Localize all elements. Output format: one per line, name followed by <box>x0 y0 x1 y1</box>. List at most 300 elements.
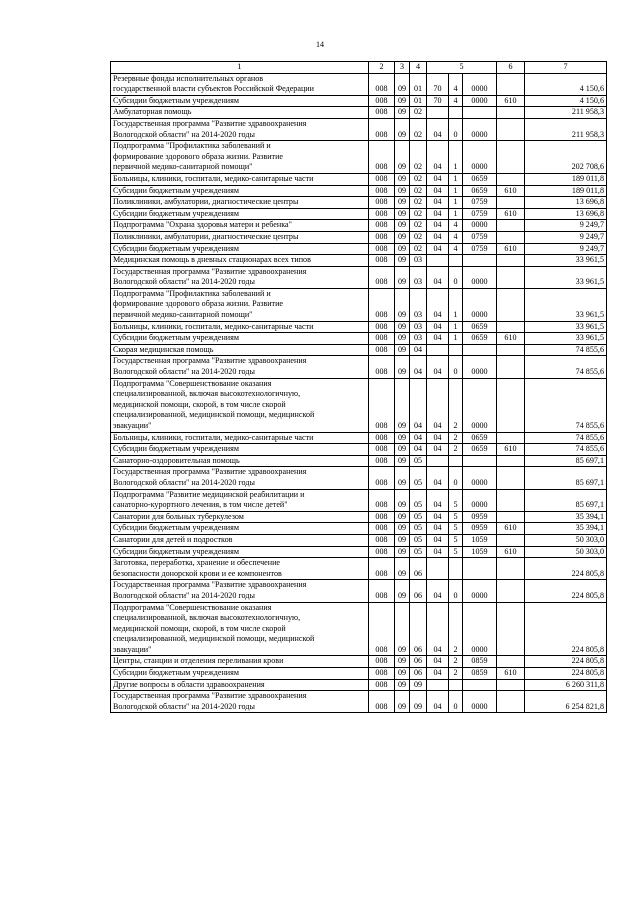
row-expense-type <box>497 255 525 267</box>
row-ministry-code: 008 <box>369 580 395 602</box>
row-amount: 74 855,6 <box>525 344 607 356</box>
row-target-program <box>427 455 449 467</box>
row-name: Субсидии бюджетным учреждениям <box>111 208 369 220</box>
row-expense-type <box>497 73 525 95</box>
row-target-direction: 0000 <box>463 378 497 432</box>
row-amount: 35 394,1 <box>525 511 607 523</box>
row-section-code: 09 <box>395 107 410 119</box>
header-col-2: 2 <box>369 62 395 74</box>
row-expense-type: 610 <box>497 546 525 558</box>
row-section-code: 09 <box>395 197 410 209</box>
row-target-subprogram: 5 <box>449 489 463 511</box>
row-expense-type <box>497 467 525 489</box>
row-name: Центры, станции и отделения переливания крови <box>111 656 369 668</box>
row-section-code: 09 <box>395 185 410 197</box>
row-target-program: 04 <box>427 602 449 656</box>
table-row <box>111 107 607 119</box>
table-row <box>111 679 607 691</box>
table-row <box>111 378 607 432</box>
row-name: Государственная программа "Развитие здравоохранения Вологодской области" на 2014-2020 годы <box>111 118 369 140</box>
row-name: Субсидии бюджетным учреждениям <box>111 444 369 456</box>
row-ministry-code: 008 <box>369 344 395 356</box>
row-target-subprogram: 1 <box>449 173 463 185</box>
row-amount: 224 805,8 <box>525 558 607 580</box>
row-target-subprogram: 4 <box>449 243 463 255</box>
row-ministry-code: 008 <box>369 455 395 467</box>
row-name: Субсидии бюджетным учреждениям <box>111 185 369 197</box>
row-target-direction: 0000 <box>463 580 497 602</box>
row-ministry-code: 008 <box>369 197 395 209</box>
table-row <box>111 288 607 321</box>
row-target-program: 04 <box>427 489 449 511</box>
row-target-direction: 0000 <box>463 266 497 288</box>
row-target-program: 04 <box>427 691 449 713</box>
row-subsection-code: 02 <box>410 107 427 119</box>
row-target-program: 04 <box>427 580 449 602</box>
row-section-code: 09 <box>395 668 410 680</box>
row-target-program <box>427 107 449 119</box>
row-target-subprogram <box>449 558 463 580</box>
row-target-program: 04 <box>427 231 449 243</box>
row-subsection-code: 02 <box>410 185 427 197</box>
row-ministry-code: 008 <box>369 534 395 546</box>
row-section-code: 09 <box>395 679 410 691</box>
row-section-code: 09 <box>395 444 410 456</box>
row-amount: 85 697,1 <box>525 455 607 467</box>
table-row <box>111 95 607 107</box>
row-expense-type <box>497 455 525 467</box>
table-row <box>111 118 607 140</box>
table-row <box>111 197 607 209</box>
table-row <box>111 580 607 602</box>
row-target-subprogram: 5 <box>449 511 463 523</box>
row-name: Санатории для детей и подростков <box>111 534 369 546</box>
row-subsection-code: 02 <box>410 118 427 140</box>
row-target-subprogram: 1 <box>449 197 463 209</box>
table-row <box>111 344 607 356</box>
row-section-code: 09 <box>395 141 410 174</box>
row-name: Государственная программа "Развитие здравоохранения Вологодской области" на 2014-2020 годы <box>111 266 369 288</box>
row-ministry-code: 008 <box>369 467 395 489</box>
table-row <box>111 444 607 456</box>
row-expense-type <box>497 489 525 511</box>
row-amount: 74 855,6 <box>525 432 607 444</box>
row-subsection-code: 03 <box>410 266 427 288</box>
row-section-code: 09 <box>395 489 410 511</box>
row-amount: 211 958,3 <box>525 107 607 119</box>
table-row <box>111 333 607 345</box>
row-name: Субсидии бюджетным учреждениям <box>111 523 369 535</box>
row-expense-type <box>497 288 525 321</box>
row-ministry-code: 008 <box>369 243 395 255</box>
row-amount: 33 961,5 <box>525 266 607 288</box>
row-target-direction: 0659 <box>463 444 497 456</box>
row-subsection-code: 09 <box>410 679 427 691</box>
row-amount: 9 249,7 <box>525 231 607 243</box>
row-section-code: 09 <box>395 378 410 432</box>
row-name: Государственная программа "Развитие здравоохранения Вологодской области" на 2014-2020 годы <box>111 467 369 489</box>
row-target-program <box>427 255 449 267</box>
row-ministry-code: 008 <box>369 356 395 378</box>
row-subsection-code: 09 <box>410 691 427 713</box>
row-target-subprogram <box>449 455 463 467</box>
row-name: Амбулаторная помощь <box>111 107 369 119</box>
row-section-code: 09 <box>395 558 410 580</box>
row-section-code: 09 <box>395 523 410 535</box>
row-target-direction: 0659 <box>463 321 497 333</box>
row-target-subprogram: 4 <box>449 95 463 107</box>
header-col-3: 3 <box>395 62 410 74</box>
row-expense-type: 610 <box>497 95 525 107</box>
row-section-code: 09 <box>395 344 410 356</box>
row-subsection-code: 05 <box>410 511 427 523</box>
row-target-subprogram: 1 <box>449 185 463 197</box>
row-subsection-code: 02 <box>410 173 427 185</box>
row-target-direction: 0959 <box>463 511 497 523</box>
row-section-code: 09 <box>395 602 410 656</box>
row-target-direction: 0000 <box>463 489 497 511</box>
row-target-direction <box>463 344 497 356</box>
row-amount: 9 249,7 <box>525 243 607 255</box>
row-amount: 33 961,5 <box>525 333 607 345</box>
row-name: Субсидии бюджетным учреждениям <box>111 668 369 680</box>
row-target-direction <box>463 679 497 691</box>
row-target-direction: 0000 <box>463 467 497 489</box>
row-name: Больницы, клиники, госпитали, медико-санитарные части <box>111 173 369 185</box>
row-section-code: 09 <box>395 266 410 288</box>
row-target-direction: 0959 <box>463 523 497 535</box>
table-header-row <box>111 62 607 74</box>
row-target-direction: 0759 <box>463 208 497 220</box>
row-target-direction: 0000 <box>463 602 497 656</box>
row-ministry-code: 008 <box>369 141 395 174</box>
row-amount: 74 855,6 <box>525 356 607 378</box>
row-expense-type: 610 <box>497 185 525 197</box>
table-row <box>111 455 607 467</box>
row-target-direction: 0659 <box>463 185 497 197</box>
row-section-code: 09 <box>395 220 410 232</box>
row-section-code: 09 <box>395 534 410 546</box>
row-ministry-code: 008 <box>369 173 395 185</box>
row-target-subprogram: 5 <box>449 523 463 535</box>
row-target-direction: 0859 <box>463 668 497 680</box>
table-row <box>111 231 607 243</box>
row-amount: 13 696,8 <box>525 208 607 220</box>
row-ministry-code: 008 <box>369 432 395 444</box>
row-target-subprogram: 4 <box>449 73 463 95</box>
row-target-subprogram: 4 <box>449 220 463 232</box>
row-subsection-code: 01 <box>410 95 427 107</box>
row-name: Заготовка, переработка, хранение и обеспечение безопасности донорской крови и ее компонентов <box>111 558 369 580</box>
row-expense-type: 610 <box>497 208 525 220</box>
table-row <box>111 523 607 535</box>
row-subsection-code: 03 <box>410 333 427 345</box>
row-target-program: 04 <box>427 173 449 185</box>
row-subsection-code: 06 <box>410 668 427 680</box>
row-target-program: 04 <box>427 185 449 197</box>
row-target-program: 04 <box>427 523 449 535</box>
row-target-direction: 0859 <box>463 656 497 668</box>
table-row <box>111 73 607 95</box>
row-target-subprogram <box>449 344 463 356</box>
row-target-direction: 1059 <box>463 534 497 546</box>
row-amount: 4 150,6 <box>525 95 607 107</box>
row-expense-type <box>497 107 525 119</box>
row-target-program: 04 <box>427 432 449 444</box>
row-subsection-code: 06 <box>410 602 427 656</box>
row-amount: 202 708,6 <box>525 141 607 174</box>
row-expense-type <box>497 432 525 444</box>
row-target-direction: 0000 <box>463 691 497 713</box>
row-amount: 13 696,8 <box>525 197 607 209</box>
row-target-subprogram <box>449 255 463 267</box>
row-name: Субсидии бюджетным учреждениям <box>111 546 369 558</box>
row-expense-type: 610 <box>497 444 525 456</box>
row-subsection-code: 05 <box>410 489 427 511</box>
row-target-program: 04 <box>427 467 449 489</box>
header-col-6: 6 <box>497 62 525 74</box>
row-target-program: 70 <box>427 95 449 107</box>
row-ministry-code: 008 <box>369 602 395 656</box>
row-name: Резервные фонды исполнительных органов государственной власти субъектов Российской Федерации <box>111 73 369 95</box>
table-row <box>111 141 607 174</box>
row-subsection-code: 04 <box>410 378 427 432</box>
row-ministry-code: 008 <box>369 668 395 680</box>
row-target-subprogram: 2 <box>449 432 463 444</box>
row-ministry-code: 008 <box>369 679 395 691</box>
table-row <box>111 432 607 444</box>
row-subsection-code: 05 <box>410 546 427 558</box>
row-subsection-code: 04 <box>410 356 427 378</box>
row-ministry-code: 008 <box>369 489 395 511</box>
row-expense-type <box>497 173 525 185</box>
row-target-direction <box>463 107 497 119</box>
row-subsection-code: 02 <box>410 141 427 174</box>
row-target-direction: 0759 <box>463 243 497 255</box>
row-expense-type <box>497 679 525 691</box>
row-amount: 33 961,5 <box>525 321 607 333</box>
row-section-code: 09 <box>395 691 410 713</box>
table-row <box>111 511 607 523</box>
table-row <box>111 691 607 713</box>
row-expense-type <box>497 511 525 523</box>
row-expense-type: 610 <box>497 523 525 535</box>
row-section-code: 09 <box>395 288 410 321</box>
row-section-code: 09 <box>395 546 410 558</box>
row-target-program <box>427 679 449 691</box>
row-section-code: 09 <box>395 455 410 467</box>
row-expense-type <box>497 534 525 546</box>
row-target-subprogram: 1 <box>449 288 463 321</box>
row-expense-type <box>497 558 525 580</box>
row-ministry-code: 008 <box>369 691 395 713</box>
row-target-direction <box>463 455 497 467</box>
row-target-direction: 0000 <box>463 356 497 378</box>
row-ministry-code: 008 <box>369 208 395 220</box>
row-target-program <box>427 344 449 356</box>
row-target-program: 04 <box>427 511 449 523</box>
row-target-subprogram: 0 <box>449 580 463 602</box>
row-target-subprogram: 2 <box>449 378 463 432</box>
row-target-subprogram: 1 <box>449 321 463 333</box>
row-ministry-code: 008 <box>369 288 395 321</box>
row-subsection-code: 02 <box>410 208 427 220</box>
row-amount: 33 961,5 <box>525 288 607 321</box>
row-subsection-code: 05 <box>410 523 427 535</box>
row-section-code: 09 <box>395 656 410 668</box>
row-section-code: 09 <box>395 321 410 333</box>
row-target-subprogram: 4 <box>449 231 463 243</box>
row-target-direction: 0000 <box>463 141 497 174</box>
row-target-subprogram: 0 <box>449 691 463 713</box>
row-amount: 85 697,1 <box>525 489 607 511</box>
row-section-code: 09 <box>395 243 410 255</box>
row-expense-type <box>497 691 525 713</box>
row-target-subprogram <box>449 107 463 119</box>
row-target-program: 04 <box>427 266 449 288</box>
row-target-program: 04 <box>427 356 449 378</box>
row-section-code: 09 <box>395 173 410 185</box>
budget-table <box>110 61 607 713</box>
row-ministry-code: 008 <box>369 444 395 456</box>
row-target-subprogram: 5 <box>449 534 463 546</box>
row-section-code: 09 <box>395 208 410 220</box>
row-amount: 224 805,8 <box>525 668 607 680</box>
row-name: Субсидии бюджетным учреждениям <box>111 243 369 255</box>
row-amount: 74 855,6 <box>525 444 607 456</box>
row-expense-type <box>497 356 525 378</box>
table-row <box>111 656 607 668</box>
row-section-code: 09 <box>395 255 410 267</box>
row-subsection-code: 05 <box>410 534 427 546</box>
row-expense-type <box>497 602 525 656</box>
row-target-direction <box>463 255 497 267</box>
header-col-4: 4 <box>410 62 427 74</box>
table-row <box>111 243 607 255</box>
table-row <box>111 255 607 267</box>
row-target-subprogram: 2 <box>449 668 463 680</box>
row-target-subprogram: 0 <box>449 356 463 378</box>
row-subsection-code: 02 <box>410 231 427 243</box>
row-target-program: 04 <box>427 208 449 220</box>
row-target-direction: 0659 <box>463 173 497 185</box>
row-target-program: 04 <box>427 534 449 546</box>
row-ministry-code: 008 <box>369 255 395 267</box>
row-subsection-code: 06 <box>410 580 427 602</box>
row-section-code: 09 <box>395 467 410 489</box>
row-ministry-code: 008 <box>369 220 395 232</box>
row-amount: 9 249,7 <box>525 220 607 232</box>
row-expense-type <box>497 266 525 288</box>
row-section-code: 09 <box>395 95 410 107</box>
row-name: Подпрограмма "Профилактика заболеваний и формирование здорового образа жизни. Развитие первичной медико-санитарной помощи" <box>111 141 369 174</box>
table-row <box>111 546 607 558</box>
row-amount: 33 961,5 <box>525 255 607 267</box>
row-expense-type <box>497 378 525 432</box>
row-expense-type <box>497 231 525 243</box>
row-section-code: 09 <box>395 231 410 243</box>
row-subsection-code: 03 <box>410 288 427 321</box>
row-name: Скорая медицинская помощь <box>111 344 369 356</box>
row-subsection-code: 05 <box>410 467 427 489</box>
row-subsection-code: 03 <box>410 321 427 333</box>
row-expense-type <box>497 141 525 174</box>
row-amount: 189 011,8 <box>525 173 607 185</box>
row-target-program: 70 <box>427 73 449 95</box>
row-target-subprogram: 1 <box>449 208 463 220</box>
row-amount: 6 254 821,8 <box>525 691 607 713</box>
row-section-code: 09 <box>395 333 410 345</box>
row-expense-type: 610 <box>497 333 525 345</box>
table-body <box>111 73 607 713</box>
row-name: Больницы, клиники, госпитали, медико-санитарные части <box>111 432 369 444</box>
row-target-subprogram: 0 <box>449 266 463 288</box>
row-ministry-code: 008 <box>369 656 395 668</box>
row-target-subprogram: 2 <box>449 656 463 668</box>
row-target-subprogram: 2 <box>449 602 463 656</box>
row-ministry-code: 008 <box>369 546 395 558</box>
row-expense-type <box>497 197 525 209</box>
row-subsection-code: 02 <box>410 197 427 209</box>
row-target-subprogram <box>449 679 463 691</box>
row-name: Субсидии бюджетным учреждениям <box>111 333 369 345</box>
row-section-code: 09 <box>395 580 410 602</box>
header-col-7: 7 <box>525 62 607 74</box>
row-ministry-code: 008 <box>369 321 395 333</box>
row-name: Другие вопросы в области здравоохранения <box>111 679 369 691</box>
row-target-program: 04 <box>427 656 449 668</box>
row-amount: 224 805,8 <box>525 656 607 668</box>
row-amount: 224 805,8 <box>525 602 607 656</box>
row-amount: 74 855,6 <box>525 378 607 432</box>
row-name: Санаторно-оздоровительная помощь <box>111 455 369 467</box>
row-expense-type <box>497 321 525 333</box>
row-name: Медицинская помощь в дневных стационарах всех типов <box>111 255 369 267</box>
row-name: Подпрограмма "Совершенствование оказания специализированной, включая высокотехнологичную, медицинской помощи, скорой, в том числе скорой специализированной, медицинской помощи, медицинской эвакуации" <box>111 378 369 432</box>
row-target-program: 04 <box>427 378 449 432</box>
row-amount: 189 011,8 <box>525 185 607 197</box>
row-target-program: 04 <box>427 444 449 456</box>
row-amount: 50 303,0 <box>525 534 607 546</box>
row-target-direction: 0659 <box>463 333 497 345</box>
table-row <box>111 220 607 232</box>
table-row <box>111 668 607 680</box>
row-expense-type <box>497 344 525 356</box>
row-expense-type: 610 <box>497 243 525 255</box>
row-name: Подпрограмма "Развитие медицинской реабилитации и санаторно-курортного лечения, в том числе детей" <box>111 489 369 511</box>
row-ministry-code: 008 <box>369 523 395 535</box>
row-amount: 6 260 311,8 <box>525 679 607 691</box>
row-name: Подпрограмма "Профилактика заболеваний и формирование здорового образа жизни. Развитие первичной медико-санитарной помощи" <box>111 288 369 321</box>
header-col-1: 1 <box>111 62 369 74</box>
row-expense-type: 610 <box>497 668 525 680</box>
row-target-program: 04 <box>427 333 449 345</box>
row-expense-type <box>497 118 525 140</box>
row-subsection-code: 05 <box>410 455 427 467</box>
row-name: Поликлиники, амбулатории, диагностические центры <box>111 231 369 243</box>
row-name: Поликлиники, амбулатории, диагностические центры <box>111 197 369 209</box>
row-name: Подпрограмма "Охрана здоровья матери и ребенка" <box>111 220 369 232</box>
row-amount: 4 150,6 <box>525 73 607 95</box>
table-row <box>111 173 607 185</box>
row-ministry-code: 008 <box>369 231 395 243</box>
row-name: Государственная программа "Развитие здравоохранения Вологодской области" на 2014-2020 годы <box>111 691 369 713</box>
table-row <box>111 356 607 378</box>
row-subsection-code: 04 <box>410 344 427 356</box>
row-subsection-code: 04 <box>410 432 427 444</box>
table-row <box>111 321 607 333</box>
row-subsection-code: 01 <box>410 73 427 95</box>
